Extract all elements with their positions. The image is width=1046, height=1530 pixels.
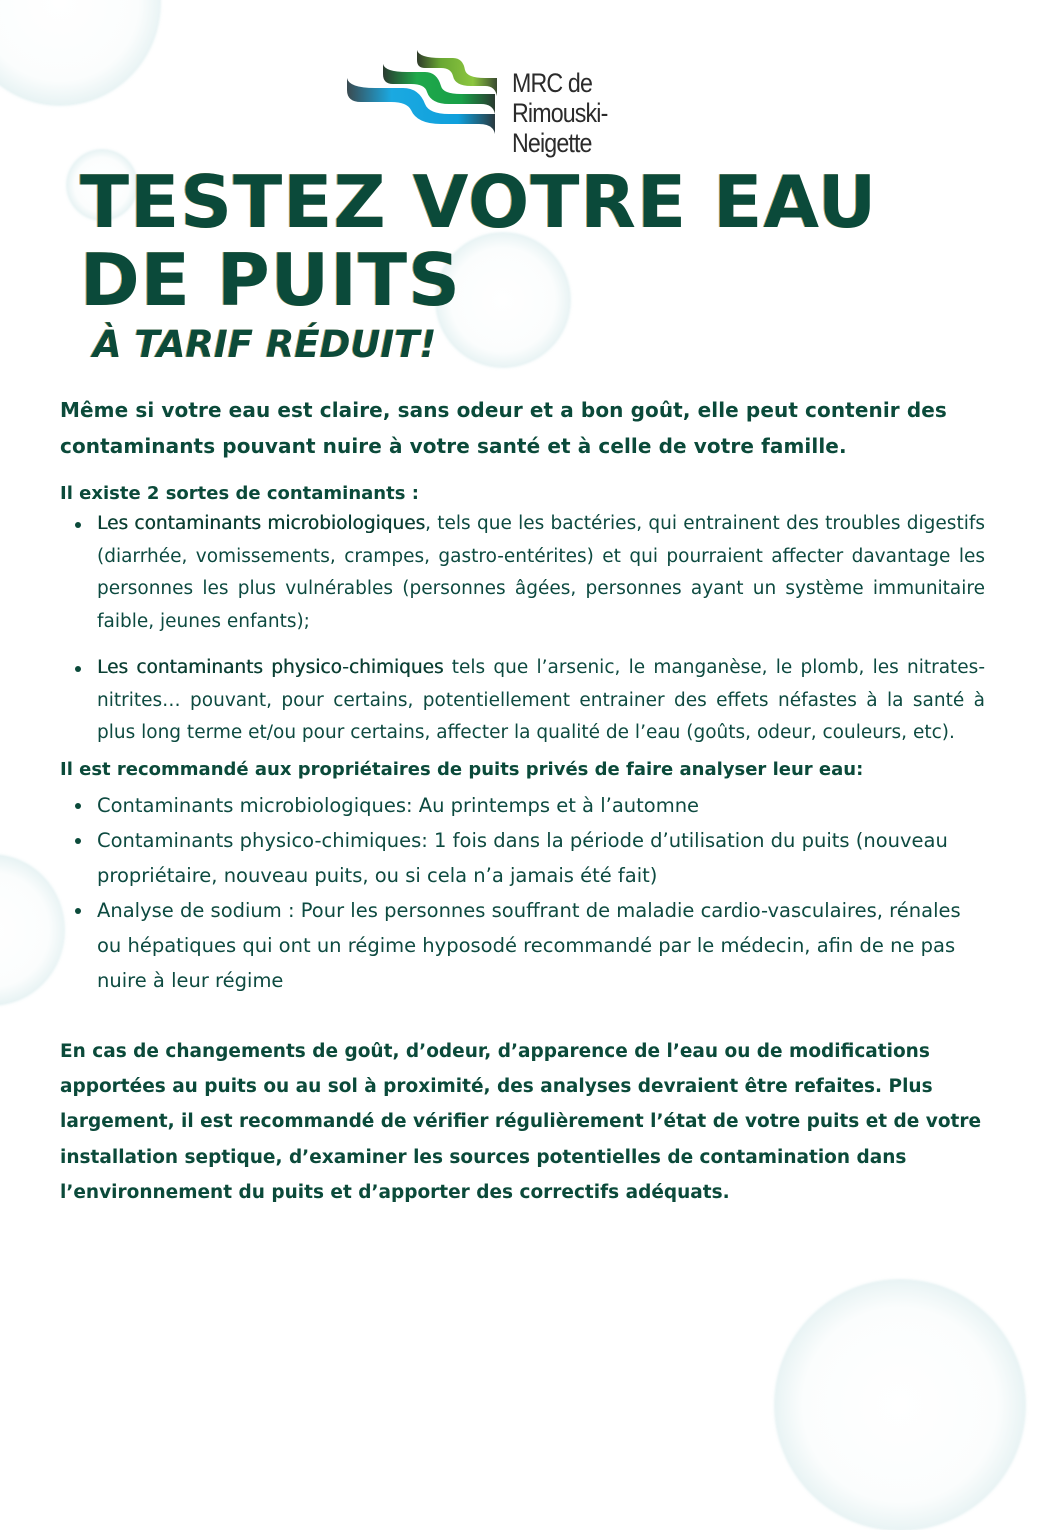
list-item: Contaminants microbiologiques: Au printemps et à l’automne — [60, 788, 985, 823]
decorative-bubble — [775, 1280, 1025, 1530]
main-content — [60, 392, 985, 1211]
mrc-logo — [345, 38, 705, 158]
recommendations-heading: Il est recommandé aux propriétaires de puits privés de faire analyser leur eau: — [60, 758, 864, 780]
list-item-term: Les contaminants physico-chimiques — [97, 657, 444, 678]
wave-ribbons-icon — [345, 38, 515, 143]
recommendations-list — [60, 788, 985, 998]
contaminant-types-heading: Il existe 2 sortes de contaminants : — [60, 483, 419, 504]
list-item — [60, 652, 985, 750]
lead-paragraph: Même si votre eau est claire, sans odeur et a bon goût, elle peut contenir des contaminants pouvant nuire à votre santé et à celle de votre famille. — [60, 398, 947, 458]
page-subtitle: À TARIF RÉDUIT! — [93, 323, 437, 366]
list-item: Contaminants physico-chimiques: 1 fois dans la période d’utilisation du puits (nouveau propriétaire, nouveau puits, ou si cela n’a jamais été fait) — [60, 823, 985, 893]
decorative-bubble — [0, 0, 160, 105]
logo-text — [512, 68, 678, 158]
title-line-1: TESTEZ VOTRE EAU — [80, 160, 878, 244]
decorative-bubble — [0, 855, 64, 1005]
list-item-text: tels que l’arsenic, le manganèse, le plomb, les nitrates-nitrites… pouvant, pour certains, potentiellement entrainer des effets néfastes à la santé à plus long terme et/ou pour certains, affecter la qualité de l’eau (goûts, odeur, couleurs, etc). — [97, 657, 985, 743]
logo-line-2: Rimouski-Neigette — [512, 98, 608, 158]
contaminant-types-list — [60, 508, 985, 750]
list-item — [60, 508, 985, 638]
title-line-2: DE PUITS — [80, 238, 462, 322]
page-title — [80, 160, 878, 322]
closing-paragraph: En cas de changements de goût, d’odeur, d’apparence de l’eau ou de modifications apportées au puits ou au sol à proximité, des analyses devraient être refaites. Plus largement, il est recommandé de vérifier régulièrement l’état de votre puits et de votre installation septique, d’examiner les sources potentielles de contamination dans l’environnement du puits et d’apporter des correctifs adéquats. — [60, 1040, 982, 1204]
logo-line-1: MRC de — [512, 68, 593, 98]
list-item-term: Les contaminants microbiologiques — [97, 513, 426, 534]
list-item: Analyse de sodium : Pour les personnes souffrant de maladie cardio-vasculaires, rénales ou hépatiques qui ont un régime hyposodé recommandé par le médecin, afin de ne pas nuire à leur régime — [60, 893, 985, 998]
list-item-text: , tels que les bactéries, qui entrainent des troubles digestifs (diarrhée, vomissements, crampes, gastro-entérites) et qui pourraient affecter davantage les personnes les plus vulnérables (personnes âgées, personnes ayant un système immunitaire faible, jeunes enfants); — [97, 513, 985, 632]
